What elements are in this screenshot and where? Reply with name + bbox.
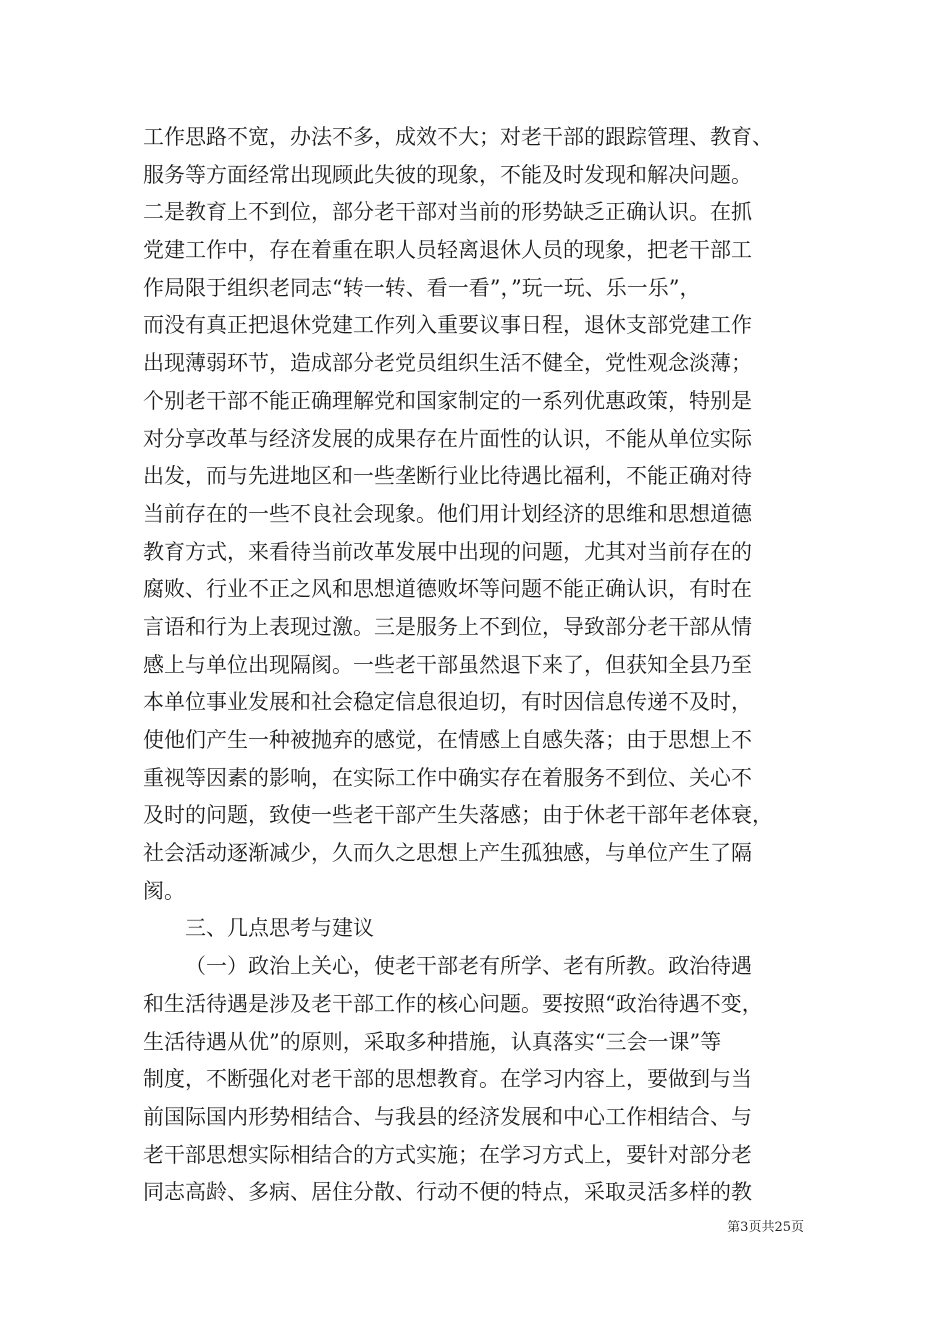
text-line: 个别老干部不能正确理解党和国家制定的一系列优惠政策，特别是 (143, 388, 752, 413)
text-line: 阂。 (143, 878, 185, 903)
text-line: 生活待遇从优”的原则，采取多种措施，认真落实“三会一课”等 (143, 1029, 722, 1054)
text-line: 出发，而与先进地区和一些垄断行业比待遇比福利，不能正确对待 (143, 464, 752, 489)
text-line: 教育方式，来看待当前改革发展中出现的问题，尤其对当前存在的 (143, 539, 752, 564)
text-line: 对分享改革与经济发展的成果存在片面性的认识，不能从单位实际 (143, 426, 752, 451)
section-heading: 三、几点思考与建议 (185, 916, 374, 941)
text-line: 老干部思想实际相结合的方式实施；在学习方式上，要针对部分老 (143, 1142, 752, 1167)
text-line: 工作思路不宽，办法不多，成效不大；对老干部的跟踪管理、教育、 (143, 125, 773, 149)
text-line: 二是教育上不到位，部分老干部对当前的形势缺乏正确认识。在抓 (143, 200, 752, 225)
text-line: 前国际国内形势相结合、与我县的经济发展和中心工作相结合、与 (143, 1104, 752, 1129)
text-line: 重视等因素的影响，在实际工作中确实存在着服务不到位、关心不 (143, 765, 752, 790)
text-line: 及时的问题，致使一些老干部产生失落感；由于休老干部年老体衰， (143, 803, 773, 828)
text-line: 制度，不断强化对老干部的思想教育。在学习内容上，要做到与当 (143, 1067, 752, 1092)
paragraph-first-line: （一）政治上关心，使老干部老有所学、老有所教。政治待遇 (185, 954, 752, 979)
text-line: 服务等方面经常出现顾此失彼的现象，不能及时发现和解决问题。 (143, 162, 752, 187)
text-line: 社会活动逐渐减少，久而久之思想上产生孤独感，与单位产生了隔 (143, 841, 752, 866)
text-line: 腐败、行业不正之风和思想道德败坏等问题不能正确认识，有时在 (143, 577, 752, 602)
text-line: 和生活待遇是涉及老干部工作的核心问题。要按照“政治待遇不变， (143, 991, 763, 1016)
text-line: 作局限于组织老同志“转一转、看一看”，”玩一玩、乐一乐”， (143, 275, 701, 300)
text-line: 党建工作中，存在着重在职人员轻离退休人员的现象，把老干部工 (143, 238, 752, 263)
text-line: 感上与单位出现隔阂。一些老干部虽然退下来了，但获知全县乃至 (143, 652, 752, 677)
page-number: 第3页共25页 (727, 1220, 804, 1235)
text-line: 言语和行为上表现过激。三是服务上不到位，导致部分老干部从情 (143, 614, 752, 639)
text-line: 当前存在的一些不良社会现象。他们用计划经济的思维和思想道德 (143, 501, 752, 526)
text-line: 本单位事业发展和社会稳定信息很迫切，有时因信息传递不及时， (143, 690, 752, 715)
text-line: 同志高龄、多病、居住分散、行动不便的特点，采取灵活多样的教 (143, 1180, 752, 1205)
text-line: 而没有真正把退休党建工作列入重要议事日程，退休支部党建工作 (143, 313, 752, 338)
text-line: 出现薄弱环节，造成部分老党员组织生活不健全，党性观念淡薄； (143, 351, 752, 376)
text-line: 使他们产生一种被抛弃的感觉，在情感上自感失落；由于思想上不 (143, 728, 752, 752)
body-text (143, 119, 815, 1212)
